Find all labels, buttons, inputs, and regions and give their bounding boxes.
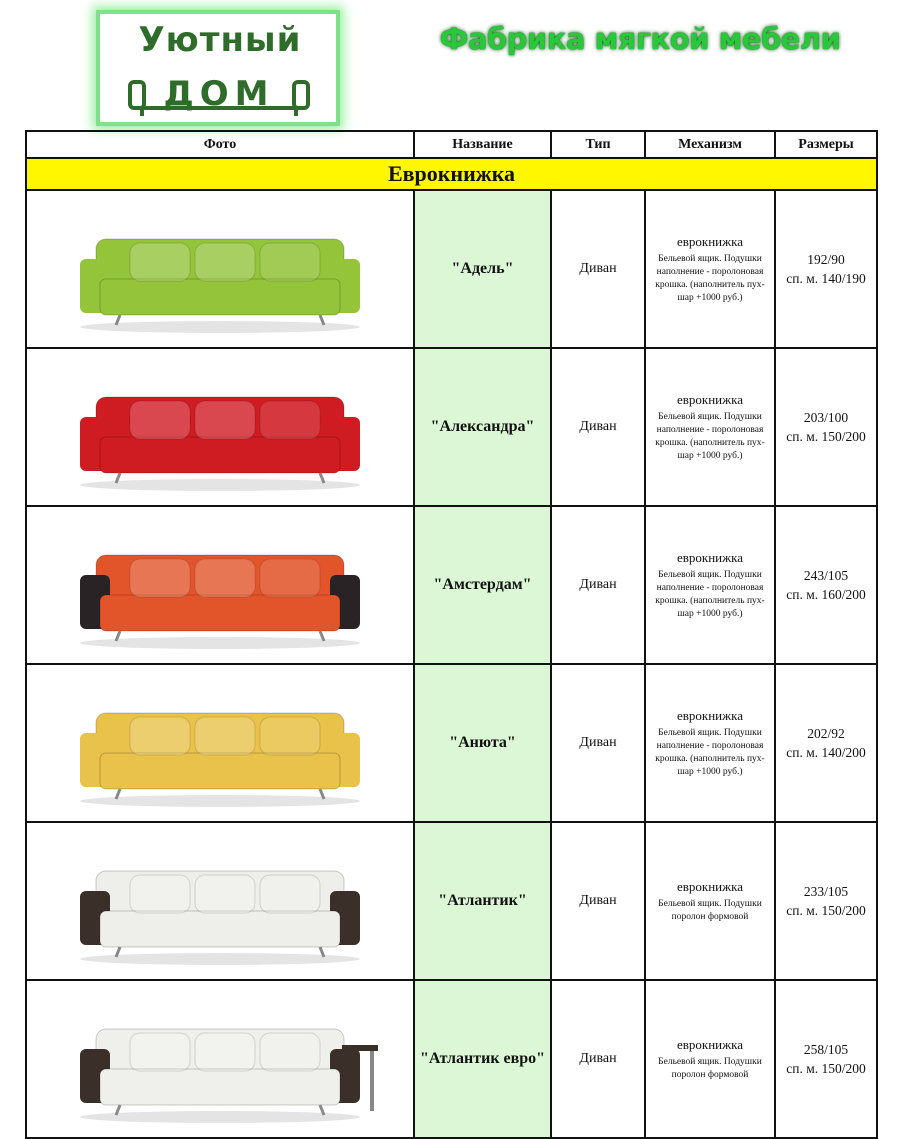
product-row bbox=[26, 348, 877, 506]
mechanism-type: еврокнижка bbox=[676, 549, 743, 565]
col-header-photo: Фото bbox=[26, 131, 414, 158]
brand-logo bbox=[96, 10, 340, 126]
product-mechanism bbox=[645, 822, 775, 980]
product-name: "Амстердам" bbox=[414, 506, 551, 664]
product-mechanism bbox=[645, 348, 775, 506]
mechanism-note: Бельевой ящик. Подушки наполнение - поролоновая крошка. (наполнитель пух-шар +1000 руб.) bbox=[655, 253, 765, 303]
size-sleeping-area: сп. м. 150/200 bbox=[786, 429, 866, 444]
header-row bbox=[26, 131, 877, 158]
size-dimensions: 192/90 bbox=[807, 252, 845, 267]
mechanism-type: еврокнижка bbox=[676, 707, 743, 723]
size-dimensions: 202/92 bbox=[807, 726, 845, 741]
logo-word-top: Уютный bbox=[138, 20, 302, 60]
product-row bbox=[26, 822, 877, 980]
product-mechanism bbox=[645, 506, 775, 664]
mechanism-type: еврокнижка bbox=[676, 233, 743, 249]
product-size bbox=[775, 348, 877, 506]
logo-sofa-frame bbox=[128, 72, 310, 118]
product-type: Диван bbox=[551, 980, 645, 1138]
mechanism-note: Бельевой ящик. Подушки поролон формовой bbox=[658, 898, 762, 922]
product-size bbox=[775, 822, 877, 980]
product-type: Диван bbox=[551, 822, 645, 980]
mechanism-type: еврокнижка bbox=[676, 1036, 743, 1052]
factory-slogan: Фабрика мягкой мебели bbox=[439, 22, 841, 56]
yellow-sofa-photo bbox=[60, 673, 380, 813]
col-header-mechanism: Механизм bbox=[645, 131, 775, 158]
orange-sofa-photo bbox=[60, 515, 380, 655]
product-row bbox=[26, 506, 877, 664]
col-header-size: Размеры bbox=[775, 131, 877, 158]
product-name: "Анюта" bbox=[414, 664, 551, 822]
col-header-type: Тип bbox=[551, 131, 645, 158]
product-photo-cell bbox=[26, 664, 414, 822]
col-header-name: Название bbox=[414, 131, 551, 158]
size-dimensions: 258/105 bbox=[803, 1042, 849, 1057]
mechanism-type: еврокнижка bbox=[676, 878, 743, 894]
product-photo-cell bbox=[26, 190, 414, 348]
product-photo-cell bbox=[26, 980, 414, 1138]
product-type: Диван bbox=[551, 664, 645, 822]
product-mechanism bbox=[645, 980, 775, 1138]
product-row bbox=[26, 980, 877, 1138]
white-sofa-table-photo bbox=[60, 989, 380, 1129]
product-name: "Атлантик" bbox=[414, 822, 551, 980]
product-type: Диван bbox=[551, 506, 645, 664]
size-dimensions: 233/105 bbox=[803, 884, 849, 899]
size-sleeping-area: сп. м. 150/200 bbox=[786, 1061, 866, 1076]
product-size bbox=[775, 664, 877, 822]
size-sleeping-area: сп. м. 140/190 bbox=[786, 271, 866, 286]
mechanism-note: Бельевой ящик. Подушки поролон формовой bbox=[658, 1056, 762, 1080]
mechanism-note: Бельевой ящик. Подушки наполнение - поролоновая крошка. (наполнитель пух-шар +1000 руб.) bbox=[655, 411, 765, 461]
product-name: "Адель" bbox=[414, 190, 551, 348]
white-sofa-photo bbox=[60, 831, 380, 971]
product-size bbox=[775, 190, 877, 348]
logo-word-bottom: ДОМ bbox=[163, 74, 275, 114]
mechanism-note: Бельевой ящик. Подушки наполнение - поролоновая крошка. (наполнитель пух-шар +1000 руб.) bbox=[655, 727, 765, 777]
product-row bbox=[26, 190, 877, 348]
product-photo-cell bbox=[26, 348, 414, 506]
product-size bbox=[775, 506, 877, 664]
product-name: "Александра" bbox=[414, 348, 551, 506]
product-photo-cell bbox=[26, 822, 414, 980]
size-sleeping-area: сп. м. 150/200 bbox=[786, 903, 866, 918]
product-mechanism bbox=[645, 664, 775, 822]
size-dimensions: 203/100 bbox=[803, 410, 849, 425]
product-mechanism bbox=[645, 190, 775, 348]
product-size bbox=[775, 980, 877, 1138]
catalog-table bbox=[25, 130, 878, 1139]
product-row bbox=[26, 664, 877, 822]
product-name: "Атлантик евро" bbox=[414, 980, 551, 1138]
product-photo-cell bbox=[26, 506, 414, 664]
size-sleeping-area: сп. м. 140/200 bbox=[786, 745, 866, 760]
product-type: Диван bbox=[551, 190, 645, 348]
product-type: Диван bbox=[551, 348, 645, 506]
section-row bbox=[26, 158, 877, 190]
red-sofa-photo bbox=[60, 357, 380, 497]
green-sofa-photo bbox=[60, 199, 380, 339]
mechanism-type: еврокнижка bbox=[676, 391, 743, 407]
size-sleeping-area: сп. м. 160/200 bbox=[786, 587, 866, 602]
section-title: Еврокнижка bbox=[26, 158, 877, 190]
mechanism-note: Бельевой ящик. Подушки наполнение - поролоновая крошка. (наполнитель пух-шар +1000 руб.) bbox=[655, 569, 765, 619]
size-dimensions: 243/105 bbox=[803, 568, 849, 583]
